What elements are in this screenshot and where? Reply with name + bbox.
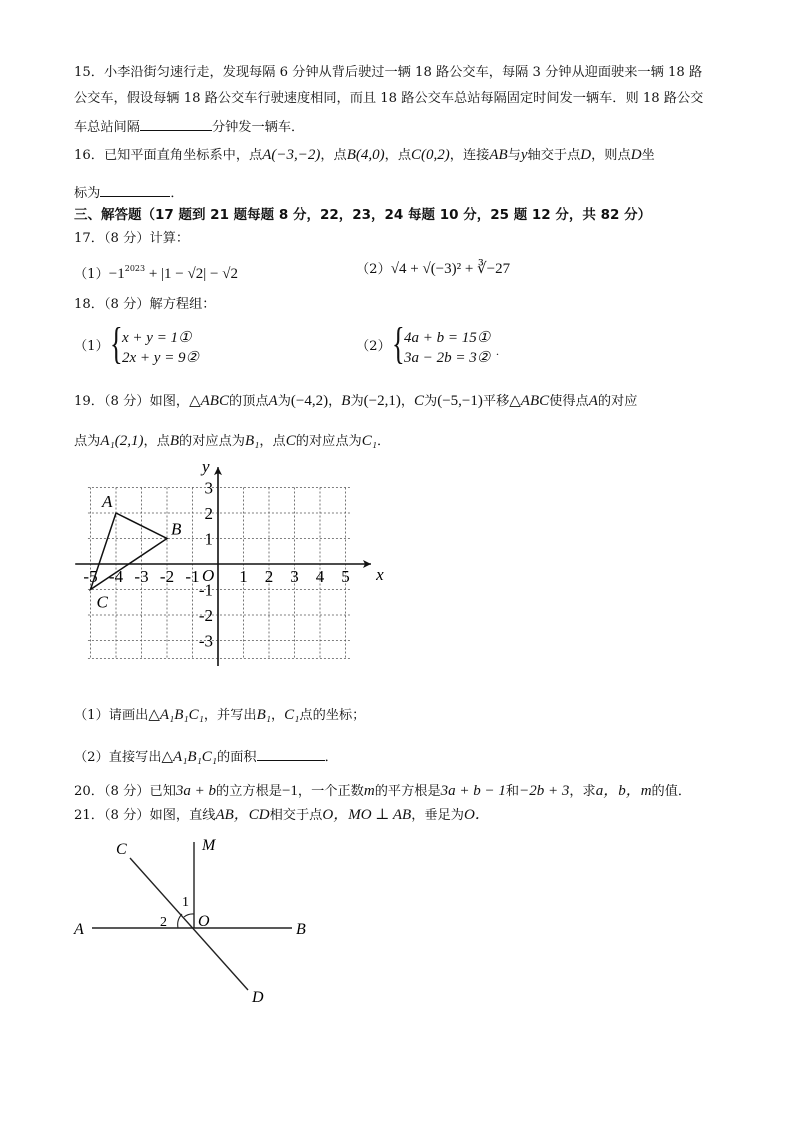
q16-text: 轴交于点	[527, 148, 581, 163]
q18-part1-label: （1）	[74, 339, 109, 354]
triangle-abc-outline	[91, 513, 168, 590]
q16-ab: AB	[489, 147, 508, 163]
q20-expr: 3a + b − 1	[440, 783, 506, 799]
q20-expr: 3a + b	[175, 783, 217, 799]
q16-y: y	[520, 147, 528, 163]
q16-text: 坐	[641, 148, 655, 163]
q19-text: ．	[324, 750, 338, 765]
label-m: M	[202, 837, 216, 854]
q19-a: A	[588, 393, 598, 409]
label-angle-1: 1	[182, 895, 189, 910]
q16-line2	[74, 182, 184, 203]
q19-sub2	[74, 746, 338, 767]
q21-o: O．	[463, 807, 490, 823]
origin-label: O	[202, 566, 215, 585]
y-tick-label: -3	[198, 631, 213, 651]
q19-text: （1）请画出	[74, 708, 149, 723]
q16-answer-blank[interactable]	[100, 182, 170, 197]
q19-b-coord: (−2,1)	[363, 393, 401, 409]
q20-text: 的值．	[651, 784, 692, 799]
q19-text: ，	[270, 708, 285, 723]
q19-b1: B₁	[256, 707, 271, 723]
q19-text: 为	[277, 394, 291, 409]
q15-text-a: 车总站间隔	[74, 120, 140, 135]
left-brace-icon: {	[392, 319, 405, 368]
q19-c1: C₁	[284, 707, 300, 723]
q16-text: ．	[170, 186, 184, 201]
q16-text: ，点	[320, 148, 347, 163]
q19-text: 为	[424, 394, 438, 409]
q20-text: 的平方根是	[374, 784, 441, 799]
q18-part1-eq2: 2x + y = 9②	[122, 350, 200, 366]
y-tick-label: -1	[198, 580, 213, 600]
q19-c-coord: (−5,−1)	[437, 393, 483, 409]
q16-d: D	[580, 147, 592, 163]
q16-text: 16．已知平面直角坐标系中，点	[74, 148, 263, 163]
x-tick-label: 2	[264, 567, 274, 586]
q20-text: 的立方根是	[216, 784, 282, 799]
q16-text: ，点	[384, 148, 412, 163]
axes	[75, 457, 384, 666]
grid-lines	[88, 488, 351, 659]
line-cd	[130, 858, 248, 990]
q19-c: C	[285, 433, 296, 449]
q19-sub1	[74, 706, 365, 725]
q19-text: 点的坐标；	[299, 708, 366, 723]
q20-expr: −2b + 3	[519, 783, 570, 799]
q19-b: B	[341, 393, 351, 409]
label-b: B	[296, 921, 306, 938]
q15-text-b: 分钟发一辆车．	[211, 120, 305, 135]
point-label-c: C	[96, 592, 108, 612]
q19-triangle-abc: △ABC	[509, 393, 550, 409]
q21-text: 相交于点	[269, 808, 323, 823]
x-tick-label: -3	[134, 567, 149, 586]
left-brace-icon: {	[110, 319, 123, 368]
q17-part1-expr: −1	[108, 266, 125, 282]
q21-perp: MO ⊥ AB	[348, 807, 412, 823]
x-tick-label: -4	[108, 567, 124, 586]
q19-text: 的顶点	[228, 394, 269, 409]
x-tick-label: -5	[83, 567, 98, 586]
x-tick-label: -1	[185, 567, 200, 586]
q21-line	[74, 806, 490, 825]
x-axis-label: x	[376, 565, 384, 584]
label-d: D	[252, 989, 264, 1006]
q19-text: 的对应点为	[179, 434, 245, 449]
q17-part1-exponent: 2023	[124, 264, 146, 273]
q16-text: 标为	[74, 186, 101, 201]
q20-text: ，求	[569, 784, 596, 799]
q19-a: A	[268, 393, 278, 409]
q17-part2-label: （2）	[356, 262, 391, 277]
q19-b: B	[169, 433, 180, 449]
triangle-abc	[91, 492, 183, 612]
coordinate-grid-figure	[74, 457, 384, 678]
label-a: A	[74, 921, 84, 938]
q19-text: ，	[328, 394, 342, 409]
q20-text: 20．（8 分）已知	[74, 784, 176, 799]
q15-line3	[74, 116, 304, 137]
label-o: O	[198, 913, 210, 930]
q16-point-a: A(−3,−2)	[262, 147, 321, 163]
q21-text: ，垂足为	[411, 808, 464, 823]
q19-text: ，点	[143, 434, 170, 449]
intersecting-lines-figure	[70, 830, 330, 1010]
q19-a-coord: (−4,2)	[290, 393, 329, 409]
q16-text: 与	[507, 148, 521, 163]
q19-b1: B₁	[244, 433, 260, 449]
q19-text: ．	[376, 434, 391, 449]
q20-m: m	[363, 783, 375, 799]
q16-point-b: B(4,0)	[346, 147, 385, 163]
q19-text: （2）直接写出	[74, 750, 162, 765]
y-tick-label: 3	[204, 478, 213, 498]
y-axis-label: y	[202, 457, 210, 477]
label-angle-2: 2	[160, 915, 167, 930]
q17-part1-label: （1）	[74, 267, 109, 282]
x-tick-label: 1	[239, 567, 248, 586]
q18-part1-eq1: x + y = 1①	[122, 330, 192, 346]
y-tick-label: 1	[204, 529, 213, 549]
x-tick-label: -2	[159, 567, 175, 586]
q19-c1: C₁	[361, 433, 377, 449]
q21-text: 21．（8 分）如图，直线	[74, 808, 216, 823]
q19-text: 的对应	[597, 394, 638, 409]
q17-title: 17．（8 分）计算：	[74, 231, 190, 246]
q17-part1	[74, 260, 238, 284]
q17-part1-expr: + |1 − √2| − √2	[145, 266, 238, 282]
q21-o: O，	[322, 807, 349, 823]
q19-c: C	[414, 393, 425, 409]
q16-d: D	[630, 147, 642, 163]
q18-part2-eq1: 4a + b = 15①	[404, 330, 491, 346]
q20-text: 和	[505, 784, 520, 799]
q16-text: ，连接	[449, 148, 490, 163]
q20-expr: −1	[281, 783, 298, 799]
q15-line1: 15．小李沿街匀速行走，发现每隔 6 分钟从背后驶过一辆 18 路公交车，每隔 3 分钟从迎面驶来一辆 18 路	[74, 65, 703, 80]
q19-triangle-a1b1c1: △A₁B₁C₁	[161, 749, 218, 765]
q16-line1	[74, 146, 655, 165]
q20-vars: a，b，m	[595, 783, 652, 799]
q19-text: 的对应点为	[295, 434, 362, 449]
label-c: C	[116, 841, 127, 858]
y-tick-label: 2	[204, 504, 213, 523]
q18-part2-eq2: 3a − 2b = 3②	[404, 350, 491, 366]
angle-1-arc	[184, 914, 194, 917]
q19-line1	[74, 392, 637, 411]
y-tick-label: -2	[198, 606, 213, 625]
q19-text: ，	[400, 394, 415, 409]
q19-text: ，点	[259, 434, 286, 449]
q16-text: ，则点	[591, 148, 631, 163]
section3-heading: 三、解答题（17 题到 21 题每题 8 分，22，23，24 每题 10 分，25 题 12 分，共 82 分）	[74, 207, 652, 223]
q17-part2	[356, 260, 510, 279]
x-tick-label: 4	[315, 567, 325, 586]
q17-part2-expr: √4 + √(−3)² + ∛−27	[390, 261, 511, 277]
q19-triangle-abc: △ABC	[189, 393, 229, 409]
q19-area-blank[interactable]	[257, 746, 325, 761]
q19-a1: A₁(2,1)	[100, 433, 144, 449]
q19-text: 使得点	[549, 394, 589, 409]
q15-answer-blank[interactable]	[140, 116, 212, 131]
q19-line2	[74, 432, 390, 451]
q19-text: 为	[350, 394, 364, 409]
q15-line2: 公交车，假设每辆 18 路公交车行驶速度相同，而且 18 路公交车总站每隔固定时间发一辆车．则 18 路公交	[74, 91, 704, 106]
q19-text: 19．（8 分）如图，	[74, 394, 190, 409]
q19-triangle-a1b1c1: △A₁B₁C₁	[148, 707, 204, 723]
q19-text: 的面积	[217, 750, 257, 765]
x-tick-label: 3	[290, 567, 299, 586]
point-label-a: A	[102, 492, 113, 511]
q20-text: ，一个正数	[297, 784, 364, 799]
q21-lines: AB，CD	[215, 807, 270, 823]
x-tick-label: 5	[341, 567, 350, 586]
q19-text: 点为	[74, 434, 101, 449]
q20-line	[74, 782, 691, 801]
q19-text: 平移	[482, 394, 510, 409]
q16-point-c: C(0,2)	[411, 147, 450, 163]
q18-part2-label: （2）	[356, 339, 391, 354]
q18-title: 18．（8 分）解方程组：	[74, 297, 216, 312]
q19-text: ，并写出	[203, 708, 257, 723]
q18-part2-period: .	[496, 344, 499, 358]
point-label-b: B	[171, 519, 182, 539]
